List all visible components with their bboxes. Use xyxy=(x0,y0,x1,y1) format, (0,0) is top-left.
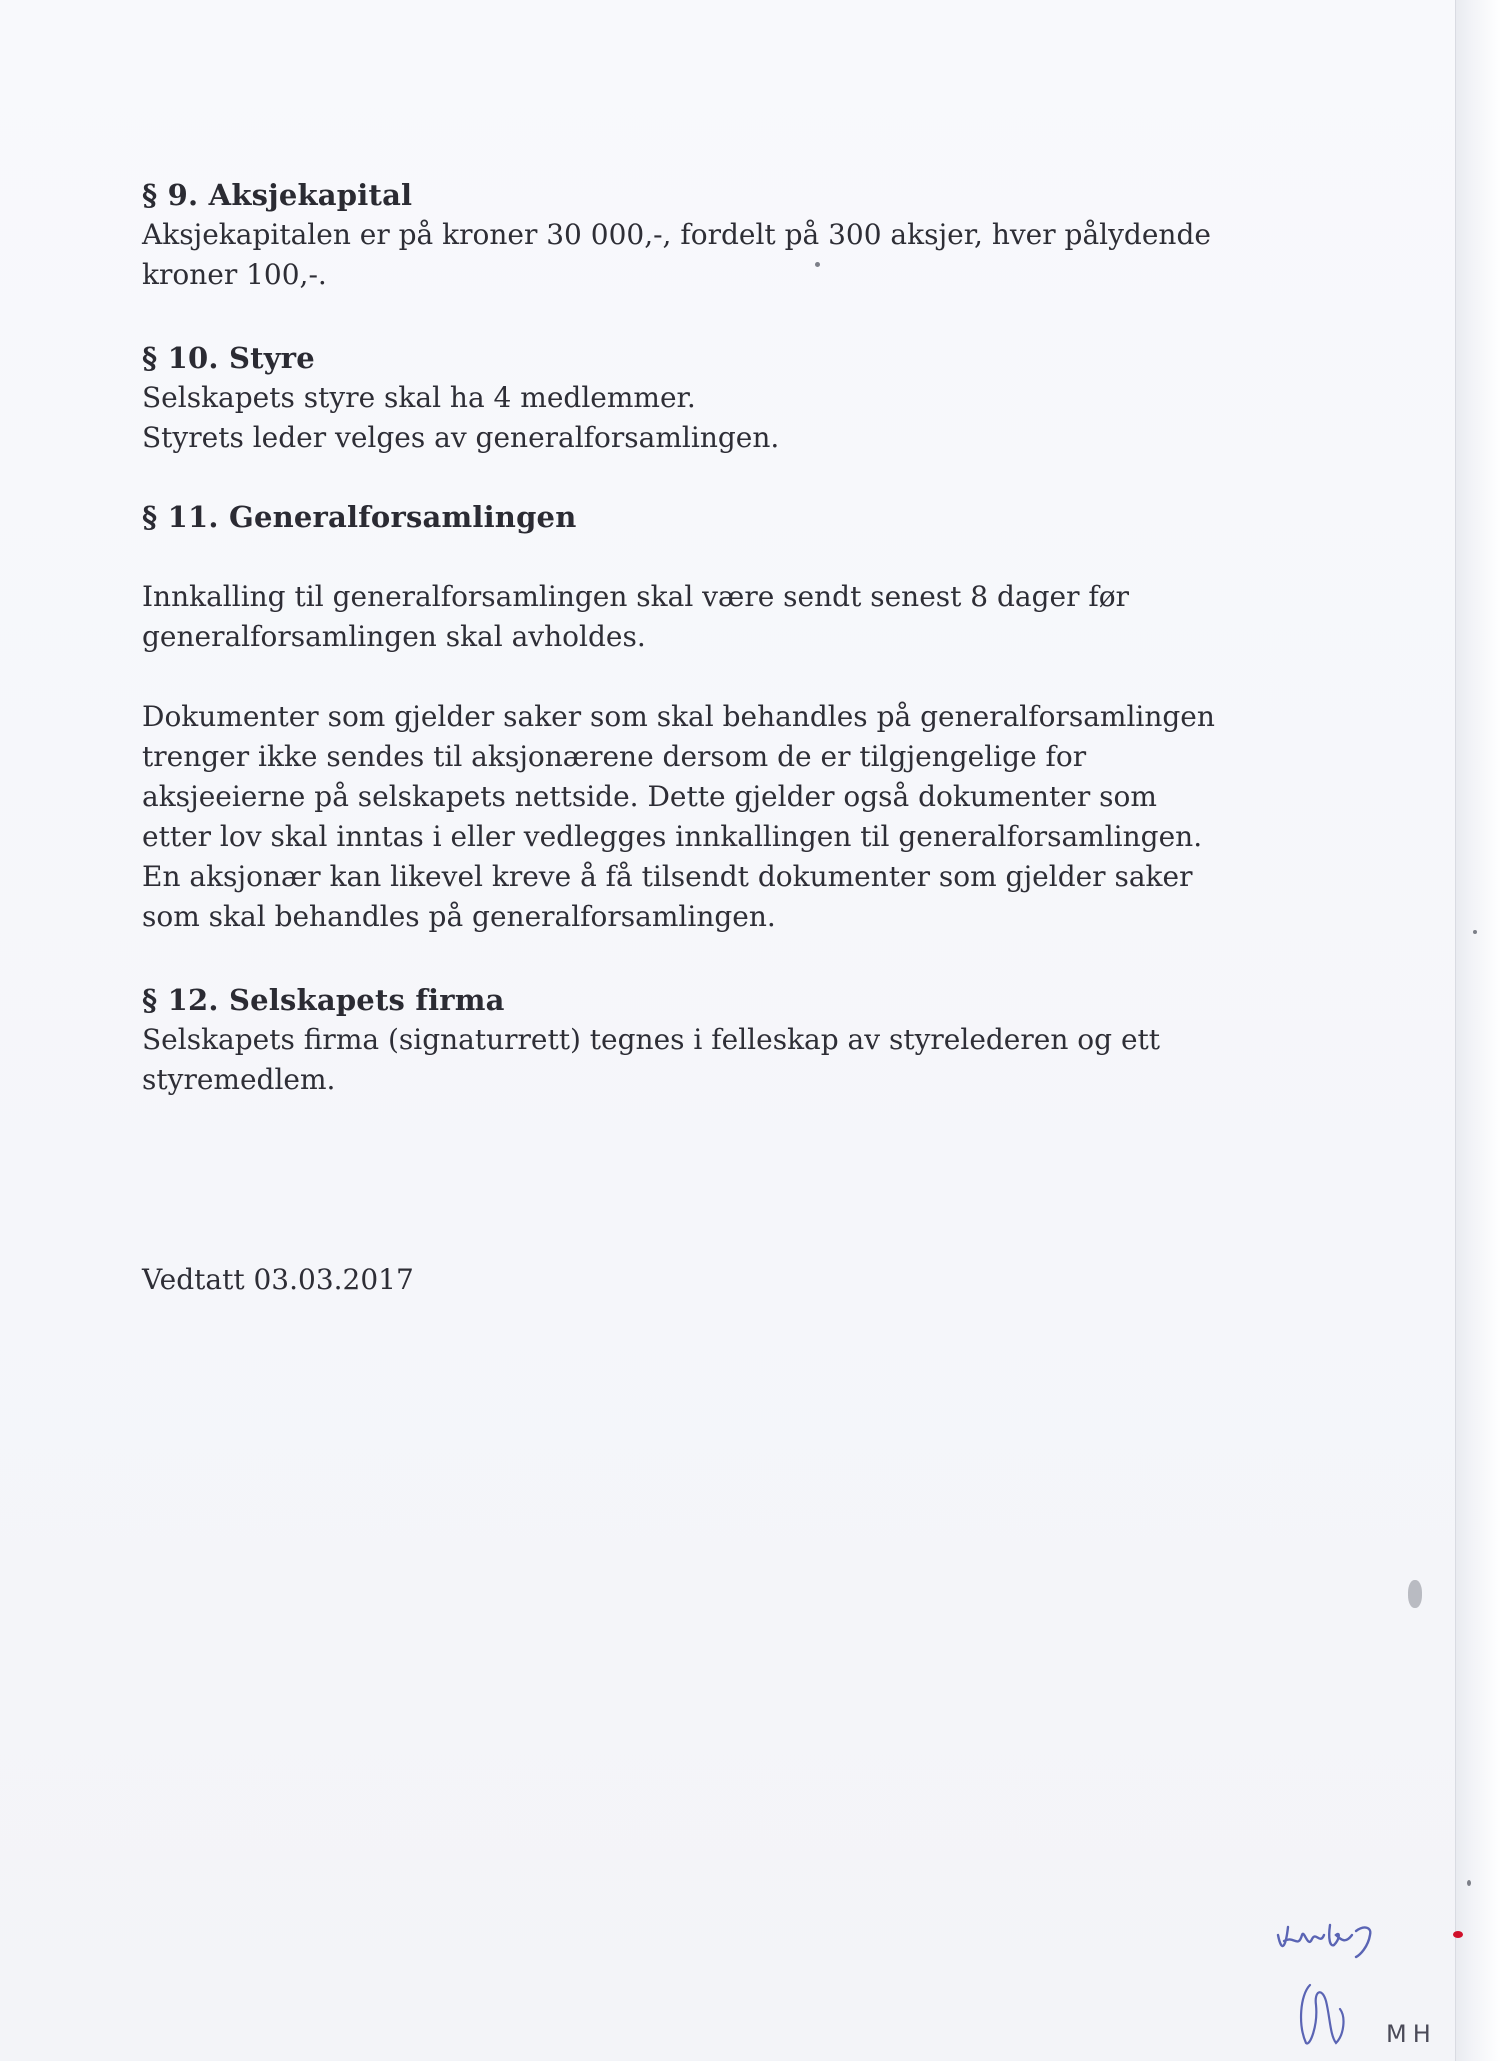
paragraph xyxy=(142,697,1292,937)
text-line: kroner 100,-. xyxy=(142,258,327,291)
scan-edge xyxy=(1455,0,1500,2061)
initials: MH xyxy=(1386,2020,1437,2048)
section-10-text xyxy=(142,378,1292,458)
text-line: trenger ikke sendes til aksjonærene dersom de er tilgjengelige for xyxy=(142,740,1087,773)
section-12 xyxy=(142,980,1292,1100)
section-11-paragraph-2 xyxy=(142,697,1292,937)
paragraph xyxy=(142,577,1292,657)
text-line: Selskapets firma (signaturrett) tegnes i felleskap av styrelederen og ett xyxy=(142,1023,1161,1056)
section-11-heading: § 11. Generalforsamlingen xyxy=(142,500,577,534)
section-11-paragraph-1 xyxy=(142,577,1292,657)
text-line: etter lov skal inntas i eller vedlegges innkallingen til generalforsamlingen. xyxy=(142,820,1203,853)
text-line: Innkalling til generalforsamlingen skal være sendt senest 8 dager før xyxy=(142,580,1129,613)
section-10-heading: § 10. Styre xyxy=(142,341,315,375)
scan-speck xyxy=(1467,1880,1471,1886)
text-line: Selskapets styre skal ha 4 medlemmer. xyxy=(142,381,696,414)
scan-speck xyxy=(815,262,820,267)
scan-speck xyxy=(1473,930,1477,934)
adopted-date: Vedtatt 03.03.2017 xyxy=(142,1263,414,1296)
section-9 xyxy=(142,175,1292,295)
text-line: styremedlem. xyxy=(142,1063,336,1096)
section-10 xyxy=(142,338,1292,458)
text-line: En aksjonær kan likevel kreve å få tilsendt dokumenter som gjelder saker xyxy=(142,860,1193,893)
text-line: aksjeeierne på selskapets nettside. Dette gjelder også dokumenter som xyxy=(142,780,1157,813)
text-line: Styrets leder velges av generalforsamlingen. xyxy=(142,421,780,454)
section-12-heading: § 12. Selskapets firma xyxy=(142,983,505,1017)
text-line: generalforsamlingen skal avholdes. xyxy=(142,620,646,653)
text-line: Dokumenter som gjelder saker som skal behandles på generalforsamlingen xyxy=(142,700,1215,733)
text-line: Aksjekapitalen er på kroner 30 000,-, fordelt på 300 aksjer, hver pålydende xyxy=(142,218,1211,251)
red-ink-mark xyxy=(1453,1931,1463,1938)
scan-speck xyxy=(1408,1580,1422,1608)
adopted-date-block xyxy=(142,1260,1292,1300)
section-9-text xyxy=(142,215,1292,295)
section-9-heading: § 9. Aksjekapital xyxy=(142,178,413,212)
text-line: som skal behandles på generalforsamlingen. xyxy=(142,900,776,933)
section-11 xyxy=(142,497,1292,537)
section-12-text xyxy=(142,1020,1292,1100)
